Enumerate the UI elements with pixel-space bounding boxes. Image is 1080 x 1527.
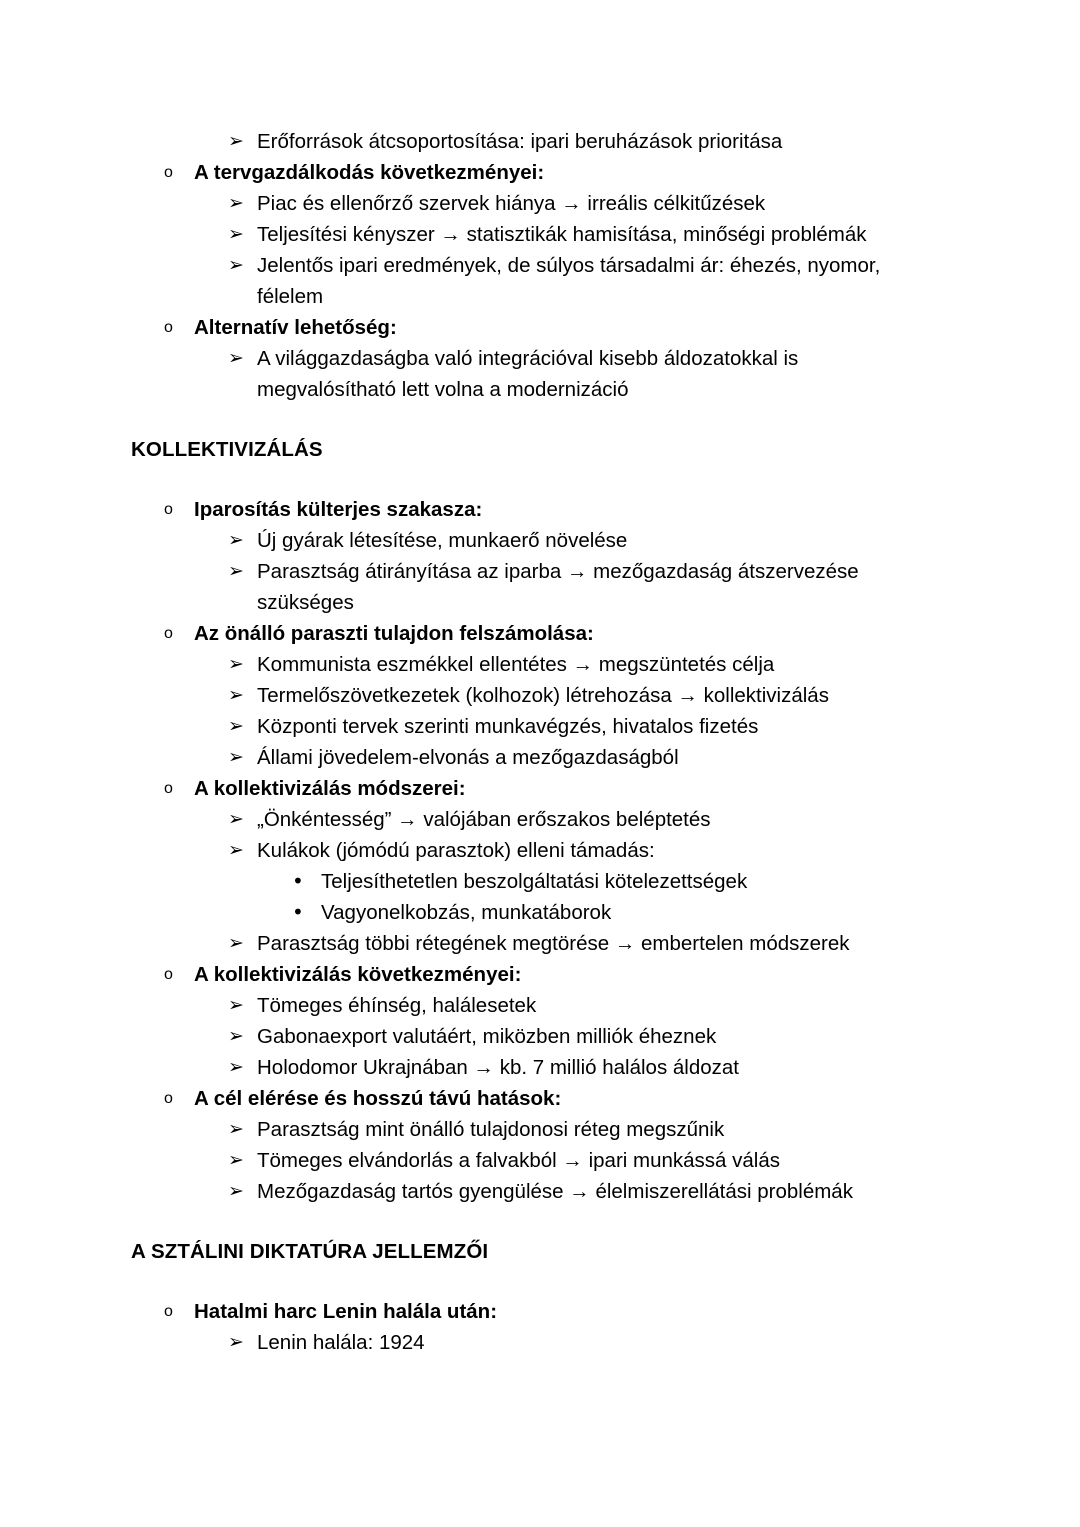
list-item-text: Parasztság átirányítása az iparba → mezőgazdaság átszervezése szükséges xyxy=(257,560,859,614)
circle-bullet-icon: o xyxy=(164,501,173,518)
list-item-text: A tervgazdálkodás következményei: xyxy=(194,161,545,184)
list-item xyxy=(0,928,1080,959)
page-section-title: A SZTÁLINI DIKTATÚRA JELLEMZŐI xyxy=(131,1240,489,1263)
spacer xyxy=(0,405,1080,434)
section-heading-block xyxy=(0,434,1080,465)
list-item xyxy=(0,250,1080,312)
arrow-bullet-icon: ➢ xyxy=(228,715,244,737)
dot-bullet-icon: • xyxy=(292,869,304,893)
circle-bullet-icon: o xyxy=(164,625,173,642)
arrow-bullet-icon: ➢ xyxy=(228,192,244,214)
arrow-bullet-icon: ➢ xyxy=(228,1149,244,1171)
list-item xyxy=(0,1052,1080,1083)
list-item xyxy=(0,1176,1080,1207)
arrow-bullet-icon: ➢ xyxy=(228,839,244,861)
spacer xyxy=(0,1267,1080,1296)
list-item-text: Tömeges elvándorlás a falvakból → ipari munkássá válás xyxy=(257,1149,781,1172)
circle-bullet-icon: o xyxy=(164,1090,173,1107)
list-item xyxy=(0,525,1080,556)
list-item-text: Parasztság mint önálló tulajdonosi réteg megszűnik xyxy=(257,1118,725,1141)
list-item xyxy=(0,711,1080,742)
list-item xyxy=(0,649,1080,680)
arrow-bullet-icon: ➢ xyxy=(228,254,244,276)
list-item-text: Alternatív lehetőség: xyxy=(194,316,397,339)
spacer xyxy=(0,1207,1080,1236)
arrow-bullet-icon: ➢ xyxy=(228,529,244,551)
dot-bullet-icon: • xyxy=(292,900,304,924)
list-item-text: A világgazdaságba való integrációval kisebb áldozatokkal is megvalósítható lett volna a modernizáció xyxy=(257,347,799,401)
arrow-bullet-icon: ➢ xyxy=(228,560,244,582)
list-item-text: Központi tervek szerinti munkavégzés, hivatalos fizetés xyxy=(257,715,759,738)
list-item xyxy=(0,1083,1080,1114)
circle-bullet-icon: o xyxy=(164,780,173,797)
list-item-text: Parasztság többi rétegének megtörése → embertelen módszerek xyxy=(257,932,850,955)
arrow-bullet-icon: ➢ xyxy=(228,1118,244,1140)
list-item-text: Jelentős ipari eredmények, de súlyos társadalmi ár: éhezés, nyomor, félelem xyxy=(257,254,881,308)
list-item xyxy=(0,556,1080,618)
list-item-text: Lenin halála: 1924 xyxy=(257,1331,425,1354)
list-item xyxy=(0,897,1080,928)
list-item xyxy=(0,804,1080,835)
list-item xyxy=(0,343,1080,405)
list-item xyxy=(0,494,1080,525)
list-item xyxy=(0,618,1080,649)
circle-bullet-icon: o xyxy=(164,966,173,983)
list-item xyxy=(0,1114,1080,1145)
list-item xyxy=(0,126,1080,157)
list-item xyxy=(0,1327,1080,1358)
list-item xyxy=(0,157,1080,188)
list-item xyxy=(0,990,1080,1021)
list-item-text: A cél elérése és hosszú távú hatások: xyxy=(194,1087,562,1110)
list-item-text: Iparosítás külterjes szakasza: xyxy=(194,498,483,521)
list-item-text: Kulákok (jómódú parasztok) elleni támadás: xyxy=(257,839,655,862)
list-item xyxy=(0,219,1080,250)
list-item xyxy=(0,1296,1080,1327)
arrow-bullet-icon: ➢ xyxy=(228,994,244,1016)
arrow-bullet-icon: ➢ xyxy=(228,1056,244,1078)
arrow-bullet-icon: ➢ xyxy=(228,684,244,706)
arrow-bullet-icon: ➢ xyxy=(228,1025,244,1047)
arrow-bullet-icon: ➢ xyxy=(228,808,244,830)
list-item-text: „Önkéntesség” → valójában erőszakos beléptetés xyxy=(257,808,711,831)
list-item-text: Mezőgazdaság tartós gyengülése → élelmiszerellátási problémák xyxy=(257,1180,853,1203)
arrow-bullet-icon: ➢ xyxy=(228,932,244,954)
list-item-text: Termelőszövetkezetek (kolhozok) létrehozása → kollektivizálás xyxy=(257,684,829,707)
arrow-bullet-icon: ➢ xyxy=(228,130,244,152)
list-item xyxy=(0,742,1080,773)
list-item-text: A kollektivizálás következményei: xyxy=(194,963,522,986)
list-item-text: Vagyonelkobzás, munkatáborok xyxy=(321,901,612,924)
page-section-title: KOLLEKTIVIZÁLÁS xyxy=(131,438,323,461)
arrow-bullet-icon: ➢ xyxy=(228,746,244,768)
spacer xyxy=(0,465,1080,494)
arrow-bullet-icon: ➢ xyxy=(228,347,244,369)
circle-bullet-icon: o xyxy=(164,1303,173,1320)
list-item-text: A kollektivizálás módszerei: xyxy=(194,777,466,800)
arrow-bullet-icon: ➢ xyxy=(228,653,244,675)
list-item xyxy=(0,835,1080,866)
list-item-text: Kommunista eszmékkel ellentétes → megszüntetés célja xyxy=(257,653,775,676)
list-item-text: Teljesíthetetlen beszolgáltatási kötelezettségek xyxy=(321,870,748,893)
list-item-text: Az önálló paraszti tulajdon felszámolása: xyxy=(194,622,594,645)
list-item-text: Tömeges éhínség, halálesetek xyxy=(257,994,537,1017)
circle-bullet-icon: o xyxy=(164,319,173,336)
circle-bullet-icon: o xyxy=(164,164,173,181)
list-item xyxy=(0,959,1080,990)
list-item xyxy=(0,312,1080,343)
list-item xyxy=(0,1021,1080,1052)
list-item xyxy=(0,1145,1080,1176)
arrow-bullet-icon: ➢ xyxy=(228,1331,244,1353)
section-heading-block xyxy=(0,1236,1080,1267)
arrow-bullet-icon: ➢ xyxy=(228,1180,244,1202)
list-item xyxy=(0,866,1080,897)
list-item xyxy=(0,680,1080,711)
arrow-bullet-icon: ➢ xyxy=(228,223,244,245)
list-item-text: Állami jövedelem-elvonás a mezőgazdaságból xyxy=(257,746,679,769)
list-item-text: Gabonaexport valutáért, miközben milliók éheznek xyxy=(257,1025,717,1048)
list-item xyxy=(0,188,1080,219)
list-item-text: Teljesítési kényszer → statisztikák hamisítása, minőségi problémák xyxy=(257,223,867,246)
list-item-text: Erőforrások átcsoportosítása: ipari beruházások prioritása xyxy=(257,130,783,153)
list-item xyxy=(0,773,1080,804)
list-item-text: Piac és ellenőrző szervek hiánya → irreális célkitűzések xyxy=(257,192,766,215)
list-item-text: Holodomor Ukrajnában → kb. 7 millió halálos áldozat xyxy=(257,1056,739,1079)
list-item-text: Új gyárak létesítése, munkaerő növelése xyxy=(257,529,628,552)
list-item-text: Hatalmi harc Lenin halála után: xyxy=(194,1300,498,1323)
